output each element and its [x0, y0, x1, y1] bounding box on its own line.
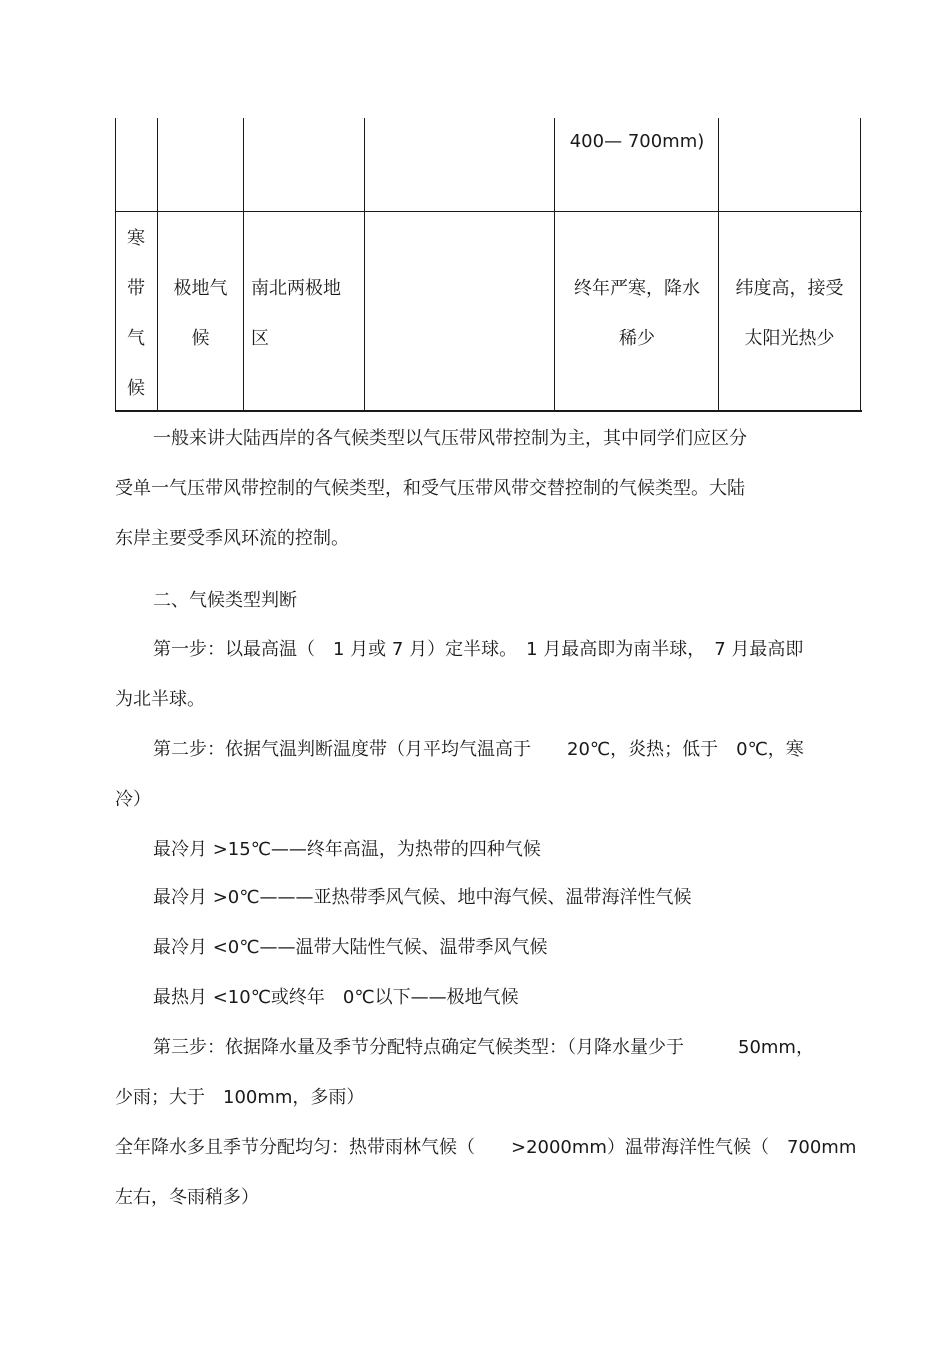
cell-text: 区	[251, 328, 269, 349]
table-border-bottom	[115, 410, 862, 412]
table-row-divider	[115, 211, 862, 212]
step1-line: 为北半球。	[115, 689, 205, 710]
cell-text: 候	[191, 328, 210, 349]
paragraph-line: 受单一气压带风带控制的气候类型，和受气压带风带交替控制的气候类型。大陆	[115, 478, 745, 499]
zone-char: 带	[127, 278, 145, 299]
cell-text: 南北两极地	[251, 278, 341, 299]
rainfall-rule-line: 全年降水多且季节分配均匀：热带雨林气候（ >2000mm）温带海洋性气候（ 700mm	[115, 1137, 857, 1158]
cell-text: 纬度高，接受	[735, 278, 844, 299]
step1-line: 第一步：以最高温（ 1 月或 7 月）定半球。 1 月最高即为南半球， 7 月最高即	[153, 639, 804, 660]
temperature-rule: 最热月 <10℃或终年 0℃以下——极地气候	[153, 987, 519, 1008]
temperature-rule: 最冷月 >0℃———亚热带季风气候、地中海气候、温带海洋性气候	[153, 887, 692, 908]
table-cell-type	[158, 264, 243, 364]
cell-text: 太阳光热少	[744, 328, 835, 349]
paragraph-line: 东岸主要受季风环流的控制。	[115, 528, 349, 549]
table-col-divider	[364, 118, 365, 412]
step3-line: 少雨；大于 100mm，多雨）	[115, 1087, 365, 1108]
climate-table	[115, 118, 862, 412]
cell-text: 极地气	[173, 278, 228, 299]
table-col-divider	[243, 118, 244, 412]
temperature-rule: 最冷月 >15℃——终年高温，为热带的四种气候	[153, 839, 541, 860]
step2-line: 冷）	[115, 789, 151, 810]
table-cell-zone	[115, 214, 157, 414]
table-cell-rainfall	[555, 118, 719, 166]
table-border-right	[860, 118, 861, 412]
zone-char: 寒	[127, 228, 145, 249]
cell-text: 终年严寒，降水	[574, 278, 700, 299]
zone-char: 气	[127, 328, 145, 349]
table-cell-climate	[555, 264, 719, 364]
temperature-rule: 最冷月 <0℃——温带大陆性气候、温带季风气候	[153, 937, 548, 958]
cell-text: 稀少	[619, 328, 655, 349]
step3-line: 第三步：依据降水量及季节分配特点确定气候类型：（月降水量少于 50mm，	[153, 1037, 814, 1058]
rainfall-rule-line: 左右，冬雨稍多）	[115, 1187, 259, 1208]
step2-line: 第二步：依据气温判断温度带（月平均气温高于 20℃，炎热；低于 0℃，寒	[153, 739, 804, 760]
zone-char: 候	[127, 378, 145, 399]
section-heading: 二、气候类型判断	[153, 590, 297, 611]
cell-text: 400— 700mm)	[569, 131, 705, 152]
table-cell-cause	[719, 264, 860, 364]
table-cell-region	[251, 264, 363, 364]
paragraph-line: 一般来讲大陆西岸的各气候类型以气压带风带控制为主，其中同学们应区分	[153, 428, 747, 449]
